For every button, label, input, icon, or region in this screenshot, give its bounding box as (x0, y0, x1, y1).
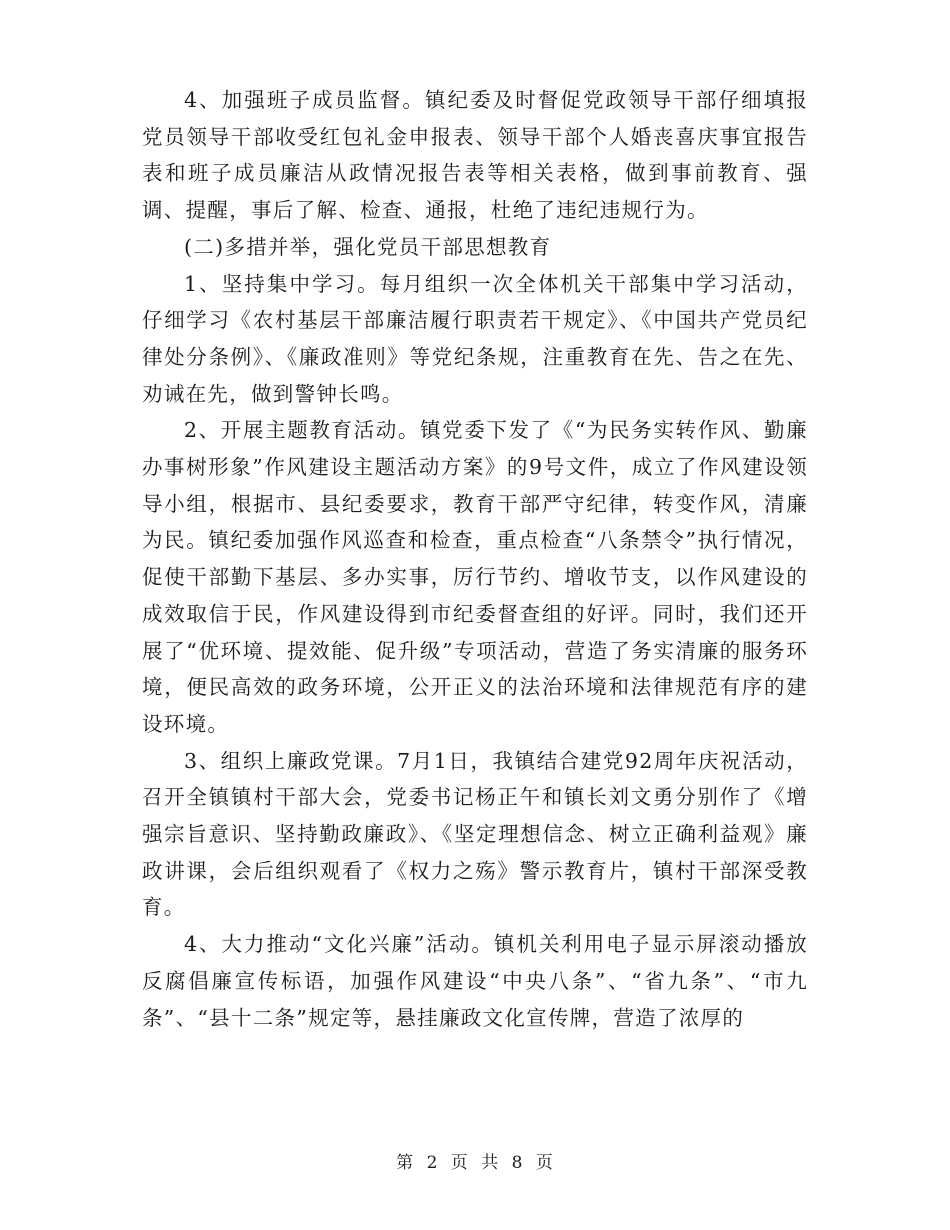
paragraph-collective-study: 1、坚持集中学习。每月组织一次全体机关干部集中学习活动，仔细学习《农村基层干部廉洁履行职责若干规定》、《中国共产党员纪律处分条例》、《廉政准则》等党纪条规，注重教育在先、告之在先、劝诫在先，做到警钟长鸣。 (142, 271, 808, 406)
section-heading: (二)多措并举，强化党员干部思想教育 (184, 234, 552, 259)
paragraph-party-lecture: 3、组织上廉政党课。7月1日，我镇结合建党92周年庆祝活动，召开全镇镇村干部大会，党委书记杨正午和镇长刘文勇分别作了《增强宗旨意识、坚持勤政廉政》、《坚定理想信念、树立正确利益观》廉政讲课，会后组织观看了《权力之殇》警示教育片，镇村干部深受教育。 (142, 748, 808, 920)
paragraph-theme-education: 2、开展主题教育活动。镇党委下发了《“为民务实转作风、勤廉办事树形象”作风建设主题活动方案》的9号文件，成立了作风建设领导小组，根据市、县纪委要求，教育干部严守纪律，转变作风，清廉为民。镇纪委加强作风巡查和检查，重点检查“八条禁令”执行情况，促使干部勤下基层、多办实事，厉行节约、增收节支，以作风建设的成效取信于民，作风建设得到市纪委督查组的好评。同时，我们还开展了“优环境、提效能、促升级”专项活动，营造了务实清廉的服务环境，便民高效的政务环境，公开正义的法治环境和法律规范有序的建设环境。 (142, 418, 808, 736)
page-number: 第 2 页 共 8 页 (396, 1153, 554, 1173)
document-body (142, 82, 808, 1036)
paragraph-supervision: 4、加强班子成员监督。镇纪委及时督促党政领导干部仔细填报党员领导干部收受红包礼金申报表、领导干部个人婚丧喜庆事宜报告表和班子成员廉洁从政情况报告表等相关表格，做到事前教育、强调、提醒，事后了解、检查、通报，杜绝了违纪违规行为。 (142, 88, 808, 223)
paragraph-culture-activity: 4、大力推动“文化兴廉”活动。镇机关利用电子显示屏滚动播放反腐倡廉宣传标语，加强作风建设“中央八条”、“省九条”、“市九条”、“县十二条”规定等，悬挂廉政文化宣传牌，营造了浓厚的 (142, 932, 808, 1030)
